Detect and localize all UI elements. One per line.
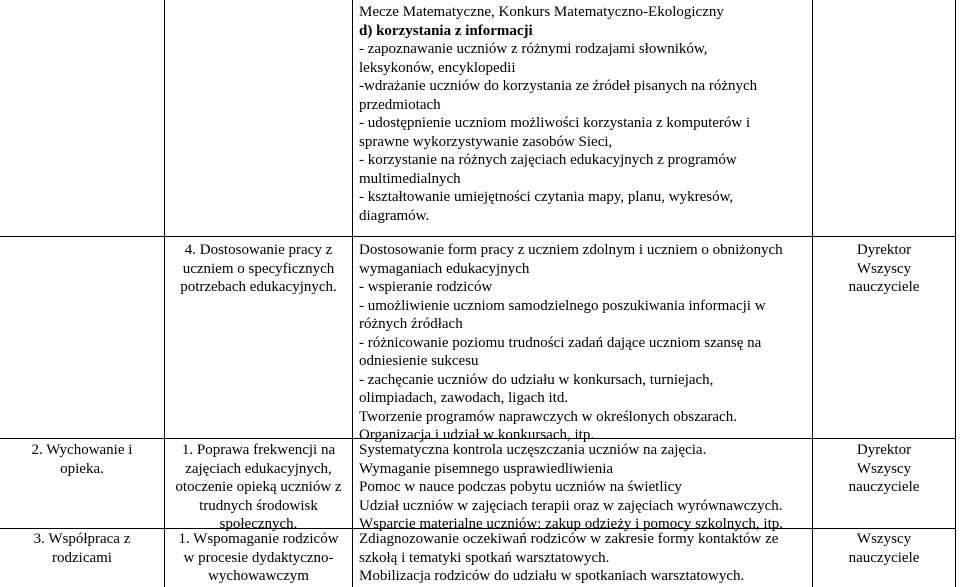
text-line: w procesie dydaktyczno- xyxy=(183,549,334,566)
text-line: Dostosowanie form pracy z uczniem zdolnym i uczniem o obniżonych xyxy=(359,242,783,258)
grid-line xyxy=(955,0,956,587)
text-line: wymaganiach edukacyjnych xyxy=(359,260,530,277)
row3-responsible-cell xyxy=(813,441,955,497)
text-line: Dyrektor xyxy=(856,442,912,458)
text-line: leksykonów, encyklopedii xyxy=(359,59,516,76)
text-line: Wszyscy xyxy=(856,460,912,477)
row2-responsible-cell xyxy=(813,241,955,297)
text-line: - kształtowanie umiejętności czytania mapy, planu, wykresów, xyxy=(359,189,734,205)
text-line: Dyrektor xyxy=(856,242,912,258)
text-line: przedmiotach xyxy=(359,96,441,113)
text-line: multimedialnych xyxy=(359,170,461,187)
text-line: Pomoc w nauce podczas pobytu uczniów na świetlicy xyxy=(359,479,682,495)
row4-responsible-cell xyxy=(813,530,955,567)
row3-task-cell xyxy=(165,441,352,534)
text-line: trudnych środowisk xyxy=(199,497,318,514)
text-line: społecznych. xyxy=(219,516,298,532)
text-line: Mobilizacja rodziców do udziału w spotkaniach warsztatowych. xyxy=(359,568,745,584)
row4-area-cell xyxy=(0,530,164,567)
row1-actions-cell xyxy=(359,3,757,225)
text-line: Wymaganie pisemnego usprawiedliwienia xyxy=(359,460,614,477)
text-line: Zdiagnozowanie oczekiwań rodziców w zakresie formy kontaktów ze xyxy=(359,531,779,547)
text-line: 1. Wspomaganie rodziców xyxy=(178,531,339,547)
text-line: Organizacja i udział w konkursach, itp. xyxy=(359,427,595,443)
text-line: Tworzenie programów naprawczych w określonych obszarach. xyxy=(359,408,737,425)
row3-actions-cell xyxy=(359,441,783,534)
text-line: Systematyczna kontrola uczęszczania uczniów na zajęcia. xyxy=(359,442,707,458)
text-line: nauczyciele xyxy=(848,479,920,495)
text-line: uczniem o specyficznych xyxy=(182,260,335,277)
text-line: opieka. xyxy=(60,460,104,477)
row4-task-cell xyxy=(165,530,352,586)
text-line: - korzystanie na różnych zajęciach edukacyjnych z programów xyxy=(359,152,737,168)
text-line: - zapoznawanie uczniów z różnymi rodzajami słowników, xyxy=(359,41,708,57)
text-line: Wsparcie materialne uczniów: zakup odzieży i pomocy szkolnych, itp. xyxy=(359,516,784,532)
row2-task-cell xyxy=(165,241,352,297)
text-line: Mecze Matematyczne, Konkurs Matematyczno-Ekologiczny xyxy=(359,4,724,20)
text-line: różnych źródłach xyxy=(359,316,463,332)
text-line: -wdrażanie uczniów do korzystania ze źródeł pisanych na różnych xyxy=(359,78,758,94)
text-line: wychowawczym xyxy=(208,568,309,584)
row4-actions-cell xyxy=(359,530,778,586)
text-line: - wspieranie rodziców xyxy=(359,279,493,295)
text-line: 2. Wychowanie i xyxy=(31,442,133,458)
grid-line xyxy=(352,0,353,587)
grid-line xyxy=(0,236,956,237)
text-line: odniesienie sukcesu xyxy=(359,353,479,369)
text-line: 4. Dostosowanie pracy z xyxy=(184,242,333,258)
text-line: otoczenie opieką uczniów z xyxy=(175,479,342,495)
text-line: - zachęcanie uczniów do udziału w konkursach, turniejach, xyxy=(359,371,714,388)
text-line: Wszyscy xyxy=(856,531,912,547)
text-line: Wszyscy xyxy=(856,260,912,277)
row3-area-cell xyxy=(0,441,164,478)
text-line: - umożliwienie uczniom samodzielnego poszukiwania informacji w xyxy=(359,297,766,314)
text-line: - udostępnienie uczniom możliwości korzystania z komputerów i xyxy=(359,115,751,131)
row2-actions-cell xyxy=(359,241,783,445)
text-line: 1. Poprawa frekwencji na xyxy=(181,442,336,458)
text-line: rodzicami xyxy=(52,549,112,566)
text-line: diagramów. xyxy=(359,207,430,224)
text-line: Udział uczniów w zajęciach terapii oraz w zajęciach wyrównawczych. xyxy=(359,497,783,514)
text-line: olimpiadach, zawodach, ligach itd. xyxy=(359,390,569,406)
text-line: 3. Współpraca z xyxy=(33,531,131,547)
text-line: sprawne wykorzystywanie zasobów Sieci, xyxy=(359,133,613,150)
text-line: zajęciach edukacyjnych, xyxy=(185,460,332,477)
text-line: nauczyciele xyxy=(848,279,920,295)
text-line: szkołą i tematyki spotkań warsztatowych. xyxy=(359,549,610,566)
section-heading: d) korzystania z informacji xyxy=(359,22,533,39)
text-line: potrzebach edukacyjnych. xyxy=(180,279,337,295)
text-line: nauczyciele xyxy=(848,549,920,566)
text-line: - różnicowanie poziomu trudności zadań dające uczniom szansę na xyxy=(359,334,762,351)
